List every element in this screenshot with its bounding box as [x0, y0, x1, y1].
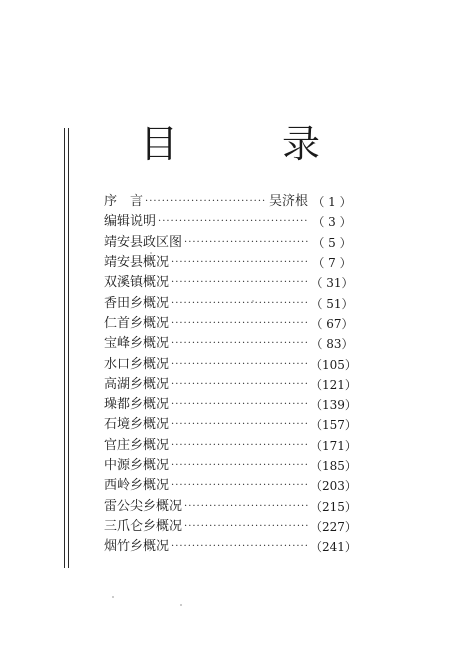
toc-entry: [104, 375, 357, 395]
toc-entry: [104, 517, 357, 537]
toc-entry-page: （185）: [310, 459, 357, 473]
toc-leader-dots: [171, 395, 308, 415]
toc-leader-dots: [171, 273, 308, 293]
toc-entry: [104, 476, 357, 496]
toc-entry-title: 宝峰乡概况: [104, 336, 170, 352]
toc-leader-dots: [171, 415, 308, 435]
title-char-2: 录: [281, 122, 320, 166]
toc-entry: [104, 415, 357, 435]
toc-entry-page: （215）: [310, 499, 357, 514]
toc-entry: [104, 212, 354, 232]
toc-entry: [104, 456, 357, 476]
toc-leader-dots: [184, 233, 308, 253]
toc-entry-title: 双溪镇概况: [104, 275, 170, 291]
toc-entry: [104, 233, 354, 253]
toc-entry-page: （157）: [310, 418, 357, 433]
margin-rule-outer: [64, 128, 65, 568]
toc-entry-page: （ 5 ）: [312, 235, 352, 250]
toc-entry-page: （ 51）: [310, 296, 354, 311]
toc-entry-title: 靖安县概况: [104, 255, 170, 271]
toc-leader-dots: [171, 294, 308, 314]
toc-entry-title: 石境乡概况: [104, 417, 170, 433]
page-title: [140, 120, 320, 168]
toc-leader-dots: [171, 456, 308, 476]
toc-entry: [104, 436, 357, 456]
toc-entry: [104, 354, 357, 374]
margin-rule-inner: [68, 128, 69, 568]
toc-entry-title: 中源乡概况: [104, 458, 170, 473]
toc-entry-page: （241）: [310, 540, 357, 555]
toc-leader-dots: [184, 497, 308, 517]
toc-entry: [104, 537, 357, 557]
toc-leader-dots: [171, 537, 308, 557]
toc-entry-page: （203）: [310, 479, 357, 494]
toc-entry-title: 序 言: [104, 194, 144, 210]
toc-entry-title: 烟竹乡概况: [104, 539, 170, 555]
toc-entry-title: 西岭乡概况: [104, 478, 170, 494]
toc-leader-dots: [171, 334, 308, 354]
toc-entry-page: （139）: [310, 398, 357, 413]
toc-entry-page: （121）: [310, 377, 357, 392]
toc-entry-title: 璪都乡概况: [104, 397, 170, 413]
toc-entry-page: （ 3 ）: [312, 215, 352, 230]
toc-leader-dots: [184, 517, 308, 537]
table-of-contents: [104, 192, 357, 557]
toc-entry: [104, 253, 354, 273]
toc-entry-title: 靖安县政区图: [104, 234, 183, 250]
toc-leader-dots: [145, 192, 267, 212]
toc-leader-dots: [171, 314, 308, 334]
toc-leader-dots: [171, 476, 308, 496]
toc-entry: [104, 314, 354, 334]
toc-entry-title: 雷公尖乡概况: [104, 498, 183, 514]
toc-entry-page: （227）: [310, 519, 357, 534]
toc-leader-dots: [171, 355, 308, 375]
toc-entry-title: 三爪仑乡概况: [104, 518, 183, 534]
toc-entry: [104, 192, 354, 212]
toc-entry-author: 吴济根: [268, 194, 308, 210]
toc-entry-page: （ 31）: [310, 276, 354, 291]
toc-entry-title: 香田乡概况: [104, 295, 170, 311]
toc-entry: [104, 334, 354, 354]
toc-entry-page: （ 67）: [310, 316, 354, 331]
title-char-1: 目: [140, 122, 179, 166]
toc-entry-title: 仁首乡概况: [104, 315, 170, 331]
toc-entry: [104, 273, 354, 293]
toc-leader-dots: [171, 436, 308, 456]
toc-leader-dots: [171, 375, 308, 395]
toc-entry-title: 编辑说明: [104, 214, 157, 230]
toc-entry-title: 高湖乡概况: [104, 376, 170, 392]
toc-entry-page: （ 1 ）: [312, 195, 352, 210]
toc-entry: [104, 496, 357, 516]
toc-entry: [104, 293, 354, 313]
toc-entry-title: 官庄乡概况: [104, 437, 170, 453]
toc-entry: [104, 395, 357, 415]
toc-entry-page: （105）: [310, 357, 357, 372]
toc-entry-title: 水口乡概况: [104, 356, 170, 372]
toc-leader-dots: [171, 253, 308, 273]
toc-leader-dots: [158, 212, 308, 232]
toc-entry-page: （171）: [310, 438, 357, 453]
toc-entry-page: （ 83）: [310, 337, 354, 352]
toc-entry-page: （ 7 ）: [312, 256, 352, 271]
